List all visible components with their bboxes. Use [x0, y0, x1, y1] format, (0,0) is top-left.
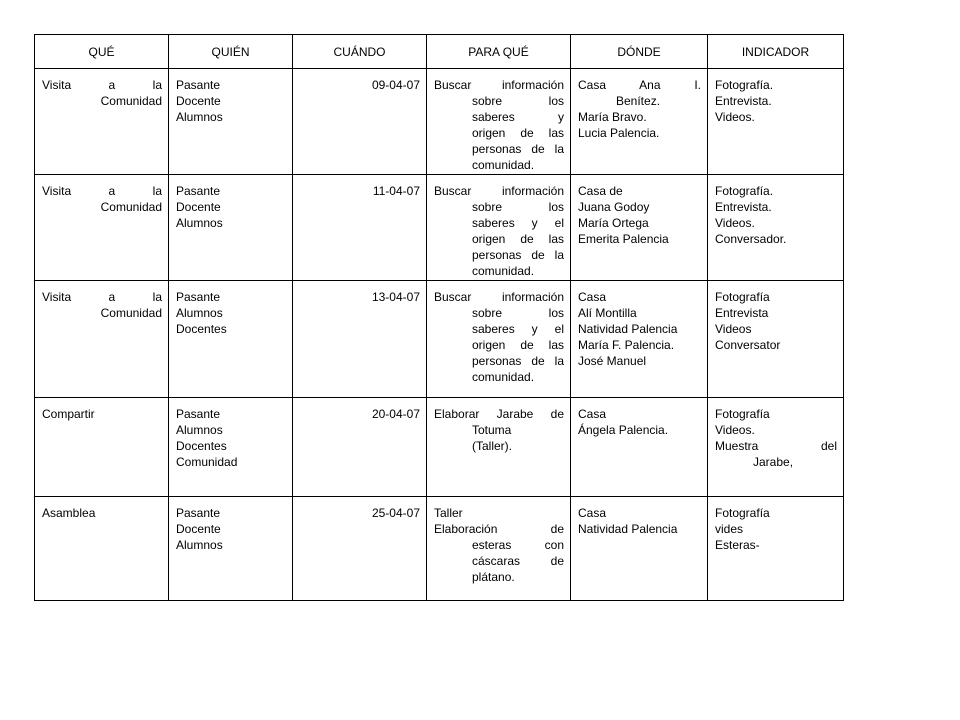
cell-indicador	[708, 281, 844, 398]
table-row	[35, 281, 844, 398]
cell-line: María F. Palencia.	[578, 338, 675, 352]
cell-quien	[169, 69, 293, 175]
cell-cuando: 11-04-07	[293, 175, 427, 281]
cell-line: Alumnos	[176, 423, 223, 437]
cell-cuando: 13-04-07	[293, 281, 427, 398]
cell-line: Alumnos	[176, 538, 223, 552]
cell-line: Casa	[578, 506, 607, 520]
cell-donde	[571, 69, 708, 175]
cell-line: Fotografía	[715, 407, 770, 421]
cell-line: Buscar información	[434, 78, 564, 92]
planning-table	[34, 34, 844, 601]
cell-line: Comunidad	[100, 306, 162, 320]
cell-line: Visita a la	[42, 290, 162, 304]
cell-line: Casa Ana I.	[578, 78, 701, 92]
cell-donde	[571, 398, 708, 497]
cell-line: (Taller).	[472, 439, 513, 453]
header-row	[35, 35, 844, 69]
cell-line: saberes y el	[472, 216, 564, 230]
cell-line: Alí Montilla	[578, 306, 637, 320]
cell-quien	[169, 175, 293, 281]
cell-line: Entrevista.	[715, 94, 772, 108]
cell-line: Fotografía	[715, 506, 770, 520]
cell-donde	[571, 497, 708, 601]
cell-para-que	[427, 497, 571, 601]
cell-que	[35, 175, 169, 281]
cell-line: vides	[715, 522, 744, 536]
cell-line: comunidad.	[472, 370, 535, 384]
cell-line: Muestra del	[715, 439, 837, 453]
cell-line: Elaboración de	[434, 522, 564, 536]
cell-line: Totuma	[472, 423, 512, 437]
cell-line: Asamblea	[42, 506, 96, 520]
table-row	[35, 398, 844, 497]
cell-line: Comunidad	[176, 455, 238, 469]
cell-para-que	[427, 175, 571, 281]
cell-line: Docentes	[176, 439, 227, 453]
cell-line: Videos	[715, 322, 752, 336]
cell-line: Visita a la	[42, 184, 162, 198]
header-para-que: PARA QUÉ	[427, 35, 571, 69]
cell-cuando: 25-04-07	[293, 497, 427, 601]
cell-line: Lucia Palencia.	[578, 126, 660, 140]
cell-line: Comunidad	[100, 200, 162, 214]
cell-line: Benítez.	[616, 94, 661, 108]
cell-line: personas de la	[472, 142, 564, 156]
cell-line: esteras con	[472, 538, 564, 552]
cell-line: José Manuel	[578, 354, 647, 368]
cell-line: Visita a la	[42, 78, 162, 92]
cell-indicador	[708, 398, 844, 497]
header-que: QUÉ	[35, 35, 169, 69]
cell-line: Entrevista.	[715, 200, 772, 214]
cell-line: cáscaras de	[472, 554, 564, 568]
cell-para-que	[427, 398, 571, 497]
cell-para-que	[427, 281, 571, 398]
cell-quien	[169, 281, 293, 398]
cell-line: Entrevista	[715, 306, 769, 320]
cell-que	[35, 69, 169, 175]
cell-line: Docente	[176, 200, 221, 214]
cell-line: Buscar información	[434, 184, 564, 198]
cell-line: Ángela Palencia.	[578, 423, 669, 437]
header-cuando: CUÁNDO	[293, 35, 427, 69]
cell-line: Pasante	[176, 506, 221, 520]
cell-line: sobre los	[472, 306, 564, 320]
cell-line: Fotografía.	[715, 78, 774, 92]
table-row	[35, 175, 844, 281]
cell-line: Alumnos	[176, 216, 223, 230]
cell-indicador	[708, 175, 844, 281]
cell-line: Fotografía.	[715, 184, 774, 198]
cell-line: Jarabe,	[753, 455, 794, 469]
cell-line: Natividad Palencia	[578, 522, 678, 536]
cell-line: saberes y el	[472, 322, 564, 336]
cell-line: Pasante	[176, 290, 221, 304]
cell-que	[35, 398, 169, 497]
cell-line: comunidad.	[472, 158, 535, 172]
header-quien: QUIÉN	[169, 35, 293, 69]
cell-donde	[571, 175, 708, 281]
cell-line: Buscar información	[434, 290, 564, 304]
cell-line: Juana Godoy	[578, 200, 650, 214]
cell-line: plátano.	[472, 570, 515, 584]
cell-line: Conversator	[715, 338, 781, 352]
cell-line: origen de las	[472, 232, 564, 246]
cell-line: Esteras-	[715, 538, 760, 552]
cell-line: comunidad.	[472, 264, 535, 278]
cell-donde	[571, 281, 708, 398]
cell-line: Videos.	[715, 423, 755, 437]
cell-line: Videos.	[715, 110, 755, 124]
cell-line: Casa	[578, 407, 607, 421]
cell-line: Casa de	[578, 184, 623, 198]
cell-line: Casa	[578, 290, 607, 304]
cell-indicador	[708, 69, 844, 175]
cell-line: Pasante	[176, 78, 221, 92]
cell-line: personas de la	[472, 248, 564, 262]
cell-line: María Ortega	[578, 216, 649, 230]
cell-cuando: 20-04-07	[293, 398, 427, 497]
cell-line: Taller	[434, 506, 463, 520]
cell-line: personas de la	[472, 354, 564, 368]
cell-line: Alumnos	[176, 110, 223, 124]
header-donde: DÓNDE	[571, 35, 708, 69]
cell-cuando: 09-04-07	[293, 69, 427, 175]
cell-line: origen de las	[472, 126, 564, 140]
cell-line: saberes y	[472, 110, 564, 124]
cell-line: Alumnos	[176, 306, 223, 320]
cell-line: Comunidad	[100, 94, 162, 108]
cell-line: Fotografía	[715, 290, 770, 304]
cell-line: sobre los	[472, 200, 564, 214]
cell-quien	[169, 398, 293, 497]
table-row	[35, 497, 844, 601]
header-indicador: INDICADOR	[708, 35, 844, 69]
cell-line: Videos.	[715, 216, 755, 230]
cell-que	[35, 281, 169, 398]
cell-line: Natividad Palencia	[578, 322, 678, 336]
cell-line: Compartir	[42, 407, 95, 421]
cell-line: Docente	[176, 94, 221, 108]
cell-indicador	[708, 497, 844, 601]
cell-line: origen de las	[472, 338, 564, 352]
cell-line: Pasante	[176, 407, 221, 421]
cell-line: Pasante	[176, 184, 221, 198]
cell-line: Conversador.	[715, 232, 787, 246]
cell-line: Elaborar Jarabe de	[434, 407, 564, 421]
cell-line: sobre los	[472, 94, 564, 108]
table-row	[35, 69, 844, 175]
cell-para-que	[427, 69, 571, 175]
cell-line: Docente	[176, 522, 221, 536]
cell-line: Emerita Palencia	[578, 232, 669, 246]
cell-quien	[169, 497, 293, 601]
cell-que	[35, 497, 169, 601]
cell-line: Docentes	[176, 322, 227, 336]
cell-line: María Bravo.	[578, 110, 647, 124]
